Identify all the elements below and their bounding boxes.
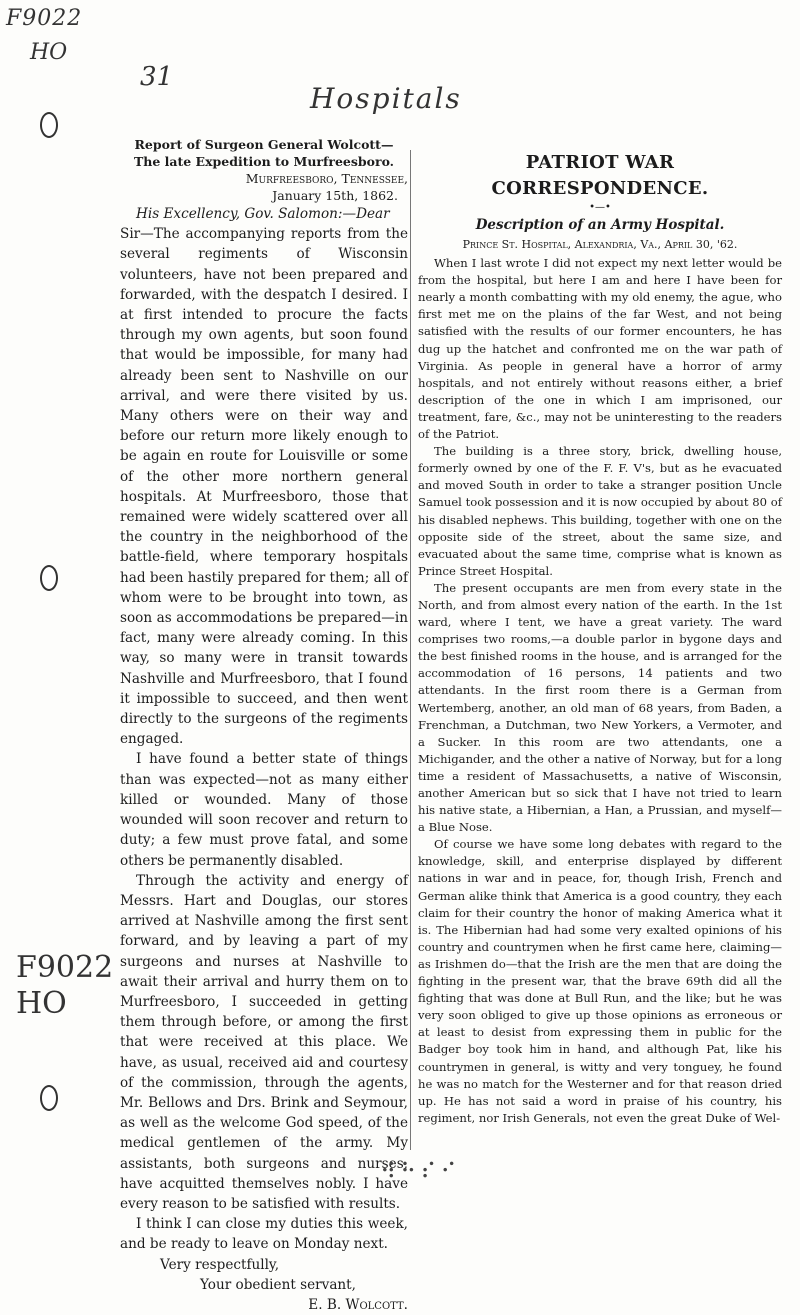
right-paragraph-2: The building is a three story, brick, dwelling house, formerly owned by one of the F. F. V's, but as he evacuated and moved South in order to take a stranger position Uncle Samuel took possession and it is now occupied by about 80 of his disabled nephews. This building, together with one on the opposite side of the street, about the same size, and evacuated about the same time, comprise what is known as Prince Street Hospital. bbox=[418, 444, 782, 578]
left-paragraph-4: I think I can close my duties this week, and be ready to leave on Monday next. bbox=[120, 1216, 408, 1253]
catalog-stamp bbox=[16, 950, 113, 1022]
catalog-suffix-top: HO bbox=[30, 40, 68, 65]
left-closing-2: Your obedient servant, bbox=[200, 1276, 356, 1293]
perforation-marks: ⠺⠓⠎⠊ bbox=[380, 1160, 461, 1185]
binder-hole-top bbox=[40, 112, 58, 138]
left-paragraph-1: Sir—The accompanying reports from the several regiments of Wisconsin volunteers, have not been prepared and forwarded, with the despatch I desired. I at first intended to procure the facts through my own agents, but soon found that would be impossible, for many had already been sent to Nashville on our arrival, and were there visited by us. Many others were on their way and before our return more likely enough to be again en route for Louisville or some of the other more northern general hospitals. At Murfreesboro, those that remained were widely scattered over all the country in the neighborhood of the battle-field, where temporary hospitals had been hastily prepared for them; all of whom were to be brought into town, as soon as accommodations be prepared—in fact, many were already coming. In this way, so many were in transit towards Nashville and Murfreesboro, that I found it impossible to succeed, and then went directly to the surgeons of the regiments engaged. bbox=[120, 226, 408, 748]
left-salutation: His Excellency, Gov. Salomon:—Dear bbox=[136, 206, 390, 222]
left-headline: Report of Surgeon General Wolcott— The late Expedition to Murfreesboro. bbox=[133, 137, 395, 169]
right-paragraph-1: When I last wrote I did not expect my next letter would be from the hospital, but here I am and here I have been for nearly a month combatting with my old enemy, the ague, who first met me on the plains of the far West, and not being satisfied with the results of our former encounters, he has dug up the hatchet and confronted me on the war path of Virginia. As people in general have a horror of army hospitals, and not entirely without reasons either, a brief description of the one in which I am imprisoned, our treatment, fare, &c., may not be uninteresting to the readers of the Patriot. bbox=[418, 256, 782, 442]
left-article bbox=[120, 136, 408, 1315]
right-ornament: •—• bbox=[589, 202, 611, 213]
catalog-number-top: F9022 bbox=[6, 6, 83, 31]
left-closing-1: Very respectfully, bbox=[160, 1256, 280, 1273]
handwritten-topic: Hospitals bbox=[310, 82, 462, 115]
left-paragraph-2: I have found a better state of things than was expected—not as many either killed or wounded. Many of those wounded will soon recover and return to duty; a few must prove fatal, and some others be permanently disabled. bbox=[120, 751, 408, 869]
left-paragraph-3: Through the activity and energy of Messrs. Hart and Douglas, our stores arrived at Nashville among the first sent forward, and by leaving a part of my surgeons and nurses at Nashville to await their arrival and hurry them on to Murfreesboro, I succeeded in getting them through before, or among the first that were received at this place. We have, as usual, received aid and courtesy of the commission, through the agents, Mr. Bellows and Drs. Brink and Seymour, as well as the welcome God speed, of the medical gentlemen of the army. My assistants, both surgeons and nurses, have acquitted themselves nobly. I have every reason to be satisfied with results. bbox=[120, 872, 408, 1212]
left-dateline: Murfreesboro, Tennessee, bbox=[245, 171, 408, 186]
right-paragraph-4: Of course we have some long debates with regard to the knowledge, skill, and enterprise displayed by different nations in war and in peace, for, though Irish, French and German alike think that America is a good country, they each claim for their country the honor of making America what it is. The Hibernian had had some very exalted opinions of his country and countrymen when he first came here, claiming—as Irishmen do—that the Irish are the men that are doing the fighting in the present war, that the brave 69th did all the fighting that was done at Bull Run, and the like; but he was very soon obliged to give up those opinions as erroneous or at least to desist from expressing them in public for the Badger boy took him in hand, and although Pat, like his countrymen in general, is witty and very tonguey, he found he was no match for the Westerner and for that reason dried up. He has not said a word in praise of his country, his regiment, nor Irish Generals, not even the great Duke of Wel- bbox=[418, 837, 782, 1125]
right-title: PATRIOT WAR CORRESPONDENCE. bbox=[491, 152, 709, 199]
right-paragraph-3: The present occupants are men from every state in the North, and from almost every nation of the earth. In the 1st ward, where I tent, we have a great variety. The ward comprises two rooms,—a double parlor in bygone days and the best finished rooms in the house, and is arranged for the accommodation of 16 persons, 14 patients and two attendants. In the first room there is a German from Wertemberg, another, an old man of 68 years, from Baden, a Frenchman, a Dutchman, two New Yorkers, a Vermoter, and a Sucker. In this room are two attendants, one a Michigander, and the other a native of Norway, but for a long time a resident of Massachusetts, a native of Wisconsin, another American but so sick that I have not tried to learn his native state, a Hibernian, a Han, a Prussian, and myself—a Blue Nose. bbox=[418, 580, 782, 835]
left-signature: E. B. Wolcott. bbox=[308, 1296, 408, 1313]
right-article bbox=[418, 150, 782, 1127]
right-dateline: Prince St. Hospital, Alexandria, Va., April 30, '62. bbox=[462, 238, 738, 251]
binder-hole-middle bbox=[40, 565, 58, 591]
catalog-stamp-line2: HO bbox=[16, 986, 67, 1021]
column-divider bbox=[410, 150, 411, 1150]
left-date: January 15th, 1862. bbox=[272, 188, 398, 203]
binder-hole-bottom bbox=[40, 1085, 58, 1111]
right-subtitle: Description of an Army Hospital. bbox=[475, 217, 725, 233]
page-number: 31 bbox=[140, 62, 174, 92]
catalog-stamp-line1: F9022 bbox=[16, 950, 114, 985]
